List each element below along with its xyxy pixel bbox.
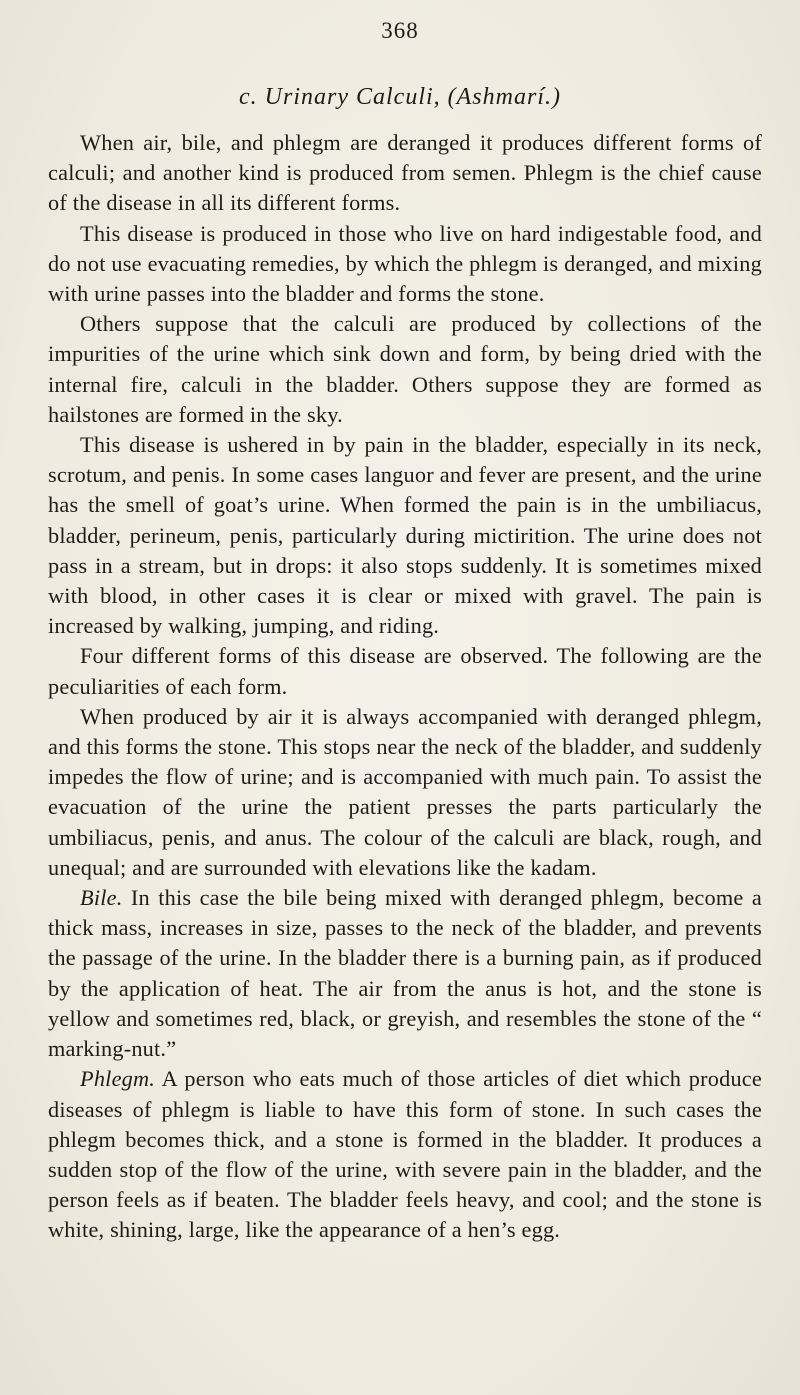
- paragraph-bile: Bile. In this case the bile being mixed with deranged phlegm, become a thick mass, increases in size, passes to the neck of the bladder, and prevents the passage of the urine. In the bladder there is a burning pain, as if produced by the application of heat. The air from the anus is hot, and the stone is yellow and sometimes red, black, or greyish, and resembles the stone of the “ marking-nut.”: [48, 885, 762, 1062]
- paragraph-other-theories: Others suppose that the calculi are produced by collections of the impurities of the urine which sink down and form, by being dried with the internal fire, calculi in the bladder. Others suppose they are formed as hailstones are formed in the sky.: [48, 311, 762, 427]
- page-number: 368: [381, 18, 419, 43]
- paragraph-air: When produced by air it is always accompanied with deranged phlegm, and this forms the stone. This stops near the neck of the bladder, and suddenly impedes the flow of urine; and is accompanied with much pain. To assist the evacuation of the urine the patient presses the parts particularly the umbiliacus, penis, and anus. The colour of the calculi are black, rough, and unequal; and are surrounded with elevations like the kadam.: [48, 703, 762, 880]
- paragraph-symptoms: This disease is ushered in by pain in the bladder, especially in its neck, scrotum, and penis. In some cases languor and fever are present, and the urine has the smell of goat’s urine. When formed the pain is in the umbiliacus, bladder, perineum, penis, particularly during mictirition. The urine does not pass in a stream, but in drops: it also stops suddenly. It is sometimes mixed with blood, in other cases it is clear or mixed with gravel. The pain is increased by walking, jumping, and riding.: [48, 432, 762, 639]
- paragraph-phlegm: Phlegm. A person who eats much of those articles of diet which produce diseases of phlegm is liable to have this form of stone. In such cases the phlegm becomes thick, and a stone is formed in the bladder. It produces a sudden stop of the flow of the urine, with severe pain in the bladder, and the person feels as if beaten. The bladder feels heavy, and cool; and the stone is white, shining, large, like the appearance of a hen’s egg.: [48, 1066, 762, 1243]
- paragraph-forms: Four different forms of this disease are observed. The following are the peculiarities of each form.: [48, 643, 762, 699]
- paragraph-lead-bile: Bile.: [80, 885, 123, 911]
- paragraph-lead-phlegm: Phlegm.: [80, 1066, 156, 1092]
- paragraph-causes: When air, bile, and phlegm are deranged it produces different forms of calculi; and another kind is produced from semen. Phlegm is the chief cause of the disease in all its different forms.: [48, 130, 762, 216]
- section-title: c. Urinary Calculi, (Ashmarí.): [239, 84, 561, 110]
- body-text: [48, 128, 762, 1246]
- paragraph-diet: This disease is produced in those who live on hard indigestable food, and do not use evacuating remedies, by which the phlegm is deranged, and mixing with urine passes into the bladder and forms the stone.: [48, 220, 762, 307]
